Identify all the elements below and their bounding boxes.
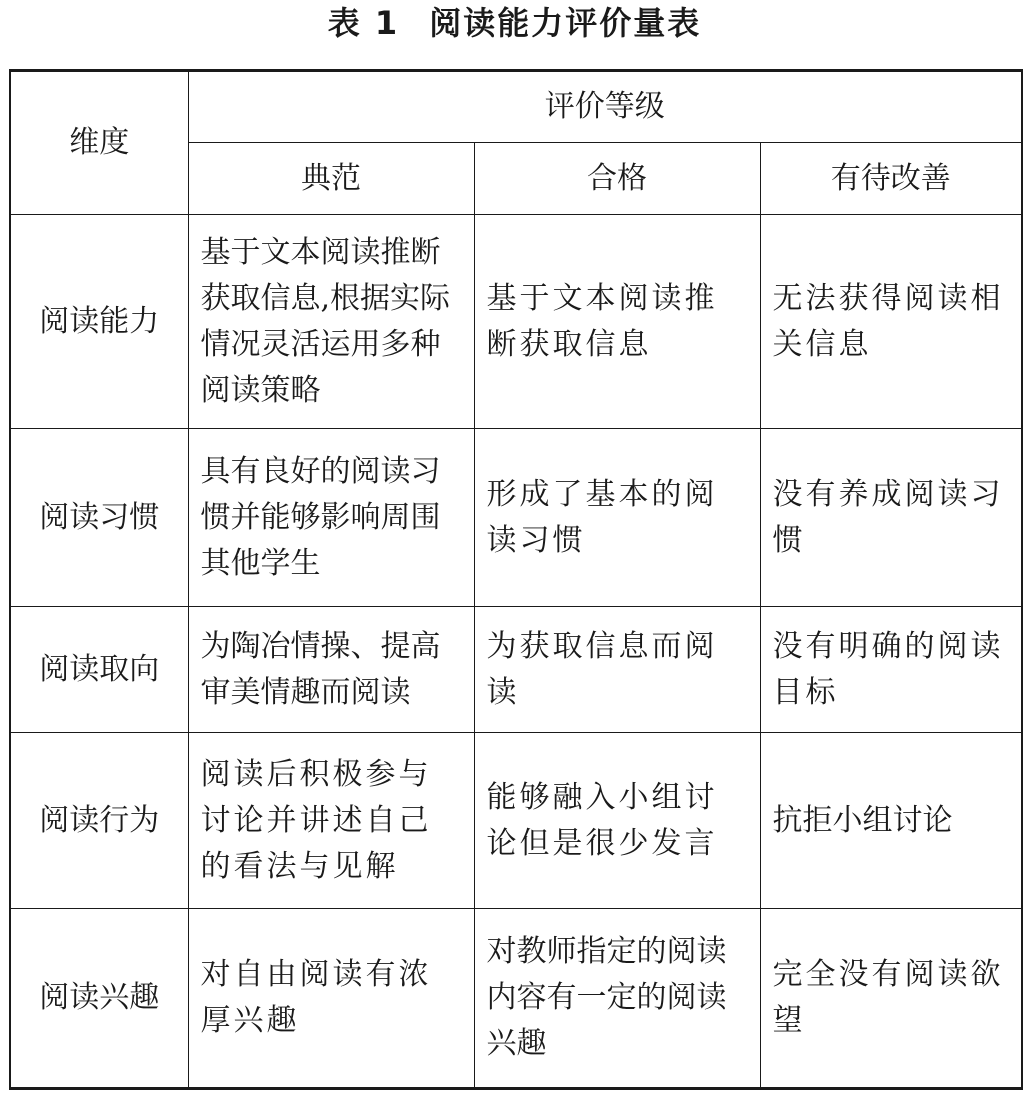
exemplary-cell: 阅读后积极参与讨论并讲述自己的看法与见解	[188, 733, 474, 909]
needs-improvement-cell: 没有明确的阅读目标	[760, 607, 1022, 733]
table-caption	[0, 0, 1029, 52]
level-header-qualified: 合格	[474, 143, 760, 215]
exemplary-cell: 基于文本阅读推断获取信息,根据实际情况灵活运用多种阅读策略	[188, 215, 474, 429]
qualified-cell: 形成了基本的阅读习惯	[474, 429, 760, 607]
table-number: 表 1	[327, 4, 400, 42]
table-row	[10, 607, 1022, 733]
evaluation-table	[9, 69, 1023, 1090]
needs-improvement-cell: 完全没有阅读欲望	[760, 909, 1022, 1089]
dimension-cell: 阅读兴趣	[10, 909, 188, 1089]
dimension-header: 维度	[10, 71, 188, 215]
table-row	[10, 215, 1022, 429]
header-row	[10, 71, 1022, 143]
exemplary-cell: 为陶冶情操、提高审美情趣而阅读	[188, 607, 474, 733]
dimension-cell: 阅读行为	[10, 733, 188, 909]
needs-improvement-cell: 无法获得阅读相关信息	[760, 215, 1022, 429]
exemplary-cell: 具有良好的阅读习惯并能够影响周围其他学生	[188, 429, 474, 607]
qualified-cell: 对教师指定的阅读内容有一定的阅读兴趣	[474, 909, 760, 1089]
dimension-cell: 阅读习惯	[10, 429, 188, 607]
needs-improvement-cell: 抗拒小组讨论	[760, 733, 1022, 909]
dimension-cell: 阅读能力	[10, 215, 188, 429]
table-row	[10, 733, 1022, 909]
needs-improvement-cell: 没有养成阅读习惯	[760, 429, 1022, 607]
qualified-cell: 基于文本阅读推断获取信息	[474, 215, 760, 429]
group-header: 评价等级	[188, 71, 1022, 143]
table-row	[10, 429, 1022, 607]
table-title: 阅读能力评价量表	[429, 4, 702, 42]
qualified-cell: 能够融入小组讨论但是很少发言	[474, 733, 760, 909]
level-header-needs-improvement: 有待改善	[760, 143, 1022, 215]
dimension-cell: 阅读取向	[10, 607, 188, 733]
qualified-cell: 为获取信息而阅读	[474, 607, 760, 733]
table-row	[10, 909, 1022, 1089]
exemplary-cell: 对自由阅读有浓厚兴趣	[188, 909, 474, 1089]
level-header-exemplary: 典范	[188, 143, 474, 215]
